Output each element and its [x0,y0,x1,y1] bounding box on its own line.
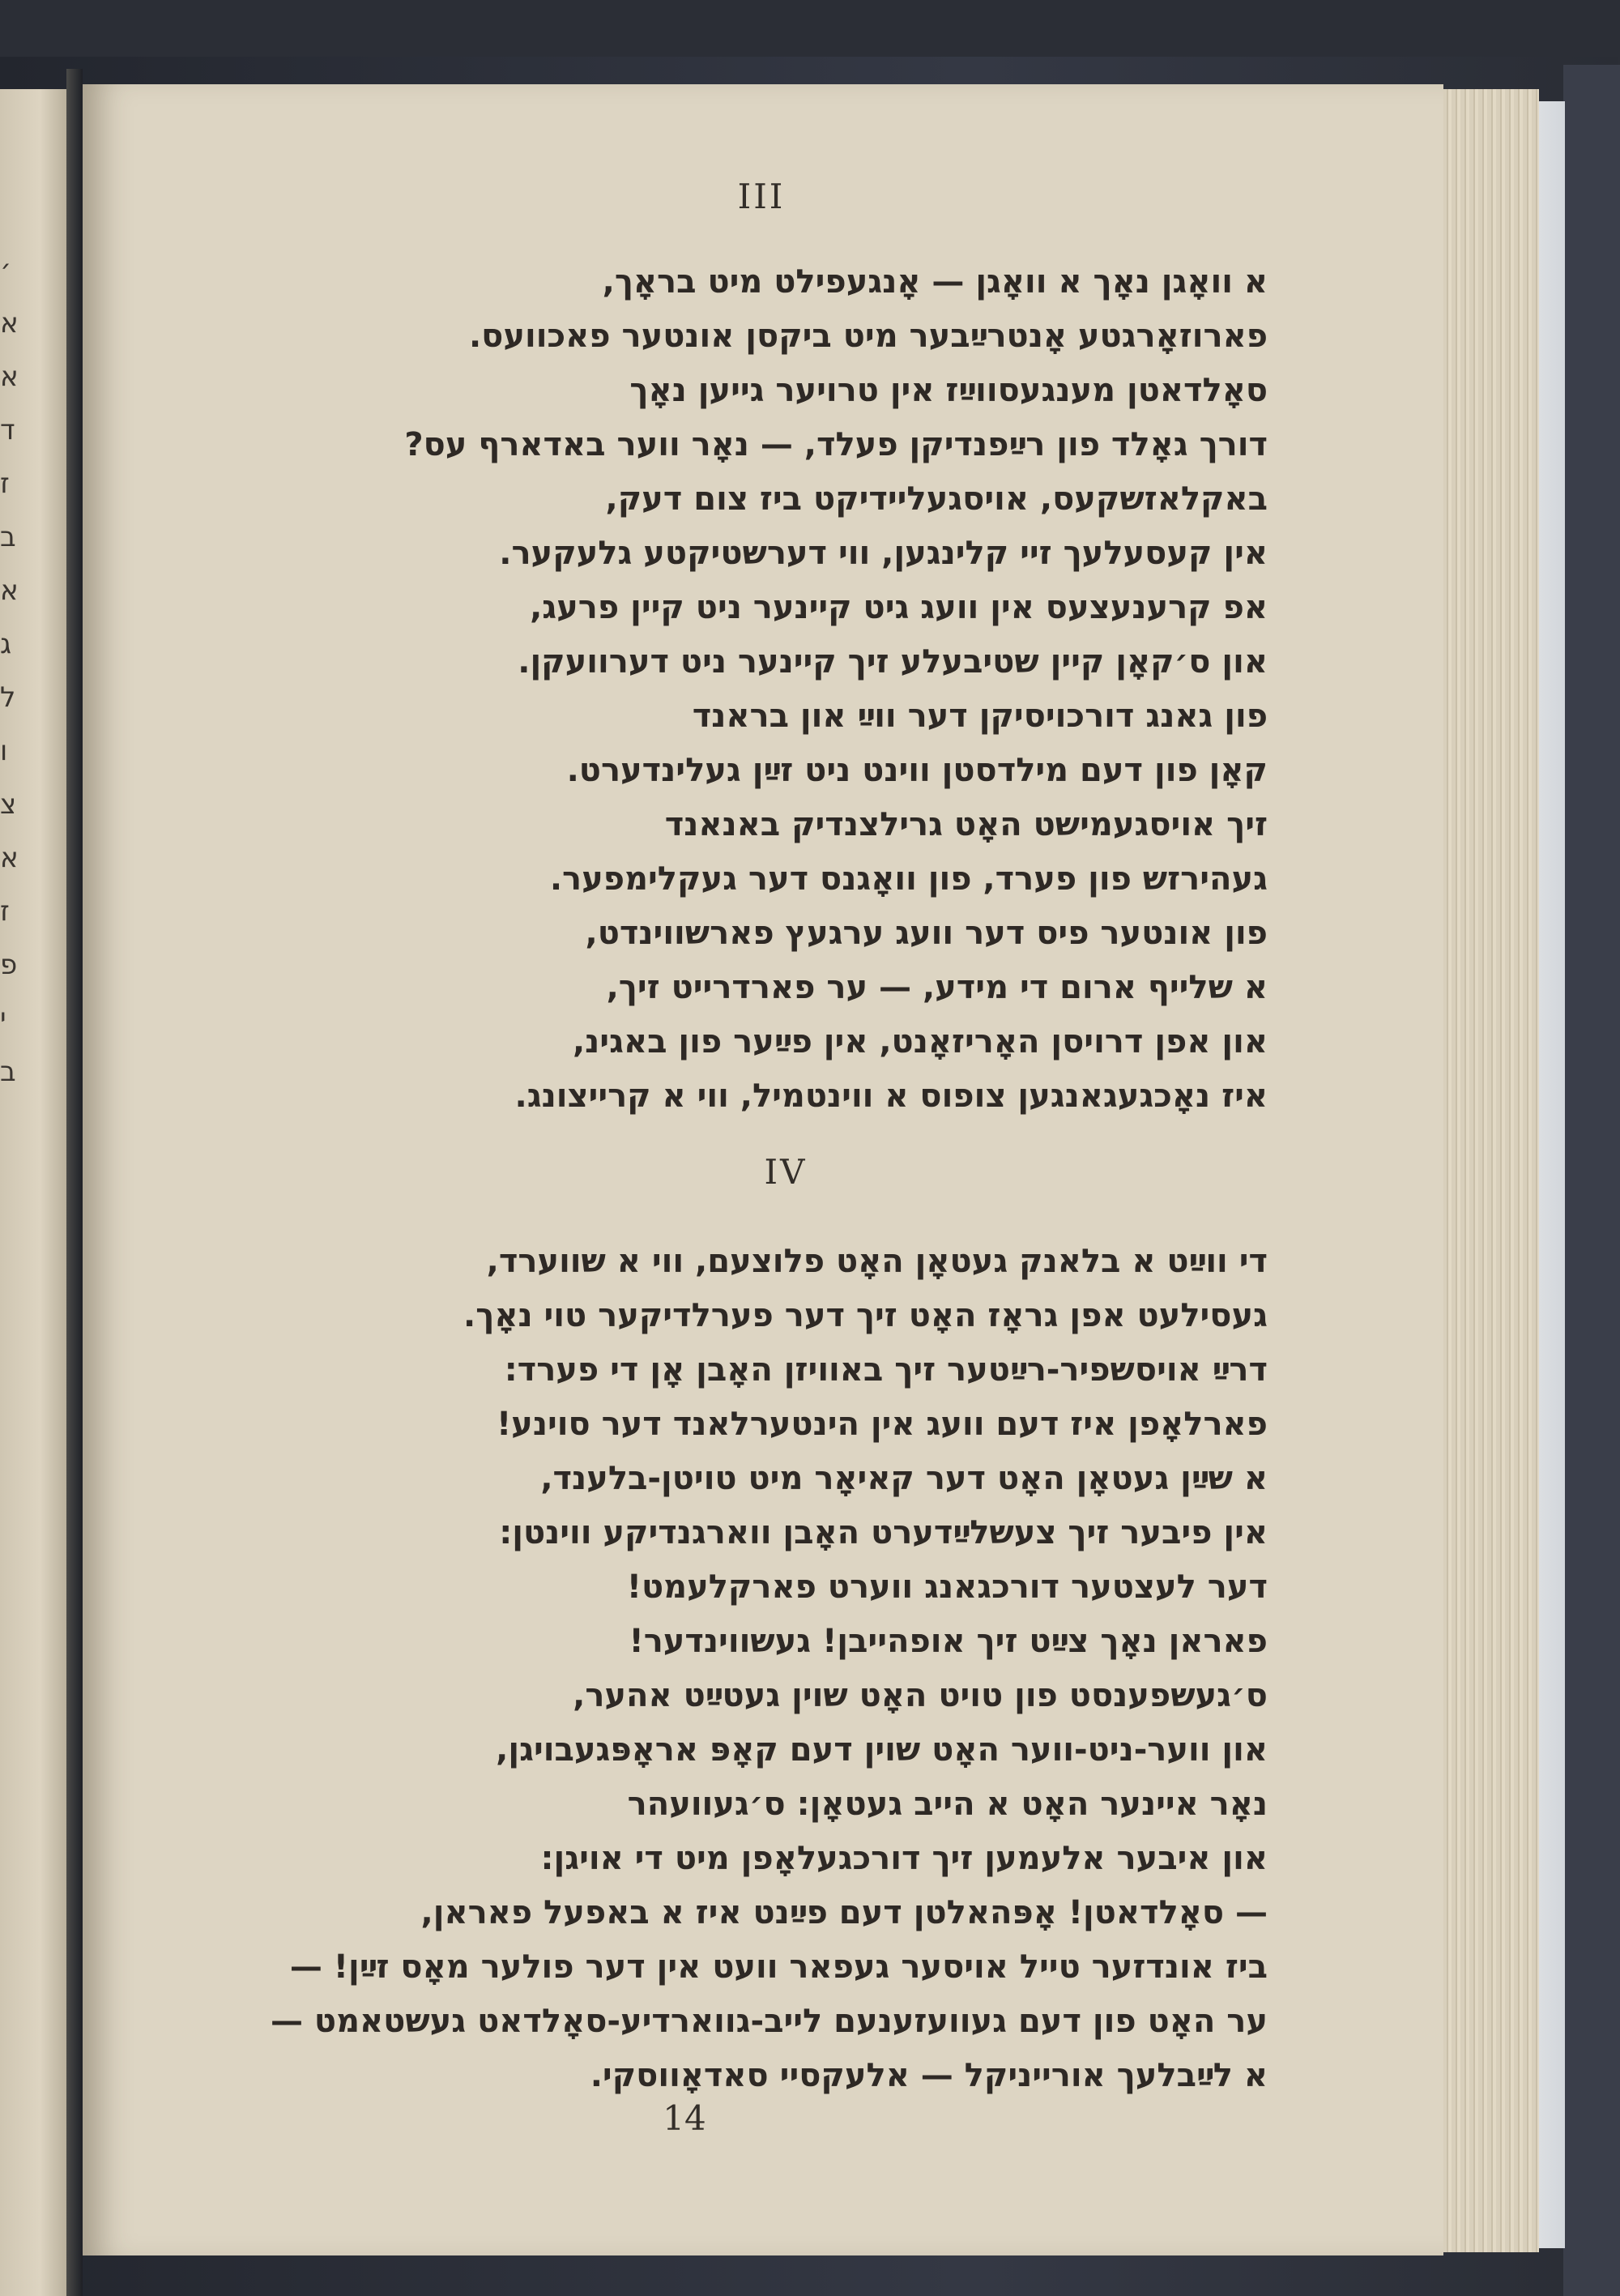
poem-line: קאָן פון דעם מילדסטן ווינט ניט זײַן געלינדערט. [566,752,1268,789]
poem-line: ער האָט פון דעם געוועזענעם לייב-גווארדיע-סאָלדאט געשטאמט — [270,2003,1268,2040]
poem-line: אין קעסעלעך זיי קלינגען, ווי דערשטיקטע גלעקער. [499,535,1268,572]
poem-line: און ווער-ניט-ווער האָט שוין דעם קאָפּ אראָפּגעבויגן, [496,1731,1268,1769]
poem-line: און אפן דרויסן האָריזאָנט, אין פײַער פון באגינ, [572,1023,1268,1061]
cover-edge [1563,65,1620,2296]
poem-line: א שײַן געטאָן האָט דער קאיאָר מיט טויטן-בלענד, [540,1460,1268,1497]
poem-line: געסילעט אפן גראָז האָט זיך דער פערלדיקער טוי נאָך. [463,1297,1268,1334]
facing-page-text-edge: ׳ א א ד ז ב א ג ל ו צ א ז פ י ב [0,254,19,1088]
poem-line: באקלאזשקעס, אויסגעליידיקט ביז צום דעק, [605,480,1268,518]
poem-line: געהירזש פון פערד, פון וואָגנס דער געקלימפער. [549,860,1268,898]
poem-line: נאָר איינער האָט א הייב געטאָן: ס׳געוועהר [627,1786,1268,1823]
poem-line: פון גאנג דורכויסיקן דער ווײַ און בראנד [692,698,1268,735]
poem-line: די ווײַט א בלאנק געטאָן האָט פלוצעם, ווי א שווערד, [486,1243,1268,1280]
poem-line: א וואָגן נאָך א וואָגן — אָנגעפילט מיט בראָך, [602,263,1268,301]
poem-line: איז נאָכגעגאנגען צופוס א ווינטמיל, ווי א קרייצונג. [514,1078,1268,1115]
poem-line: — סאָלדאטן! אָפּהאלטן דעם פײַנט איז א באפעל פאראן, [420,1894,1268,1931]
poem-line: דער לעצטער דורכגאנג ווערט פארקלעמט! [626,1568,1268,1606]
poem-line: פארלאָפן איז דעם וועג אין הינטערלאנד דער סוינע! [496,1406,1268,1443]
poem-line: פאראן נאָך צײַט זיך אופהייבן! געשווינדער! [629,1623,1268,1660]
poem-line: פון אונטער פיס דער וועג ערגעץ פארשווינדט, [585,915,1268,952]
poem-line: ס׳געשפענסט פון טויט האָט שוין געטײַט אהער, [573,1677,1268,1714]
poem-line: א לײַבלעך אורייניקל — אלעקסיי סאדאָווסקי. [590,2057,1268,2094]
poem-line: אין פיבער זיך צעשלײַדערט האָבן ווארגנדיקע ווינטן: [499,1514,1268,1551]
poem-line: און איבער אלעמען זיך דורכגעלאָפן מיט די אויגן: [540,1840,1268,1877]
poem-line: און ס׳קאָן קיין שטיבעלע זיך קיינער ניט דערוועקן. [518,643,1268,681]
poem-line: סאָלדאטן מענגעסווײַז אין טרויער גייען נאָך [629,372,1268,409]
poem-line: דורך גאָלד פון רײַפנדיקן פעלד, — נאָר ווער באדארף עס? [404,426,1268,463]
poem-line: אפ קרענעצעס אין וועג גיט קיינער ניט קיין פרעג, [530,589,1268,626]
poem-line: פארוזאָרגטע אָנטרײַבער מיט ביקסן אונטער פאכוועס. [468,318,1268,355]
poem-stanza-three [316,255,1268,1124]
poem-line: א שלייף ארום די מידע, — ער פארדרייט זיך, [606,969,1268,1006]
poem-line: ביז אונדזער טייל אויסער געפאר וועט אין דער פולער מאָס זײַן! — [289,1948,1268,1986]
poem-stanza-four [122,1235,1268,2103]
page-number: 14 [663,2098,706,2138]
poem-line: דרײַ אויסשפיר-רײַטער זיך באוויזן האָבן אָן די פערד: [504,1351,1268,1389]
section-heading-three: III [737,177,786,216]
poem-line: זיך אויסגעמישט האָט גרילצנדיק באנאנד [664,806,1268,843]
section-heading-four: IV [764,1152,808,1192]
